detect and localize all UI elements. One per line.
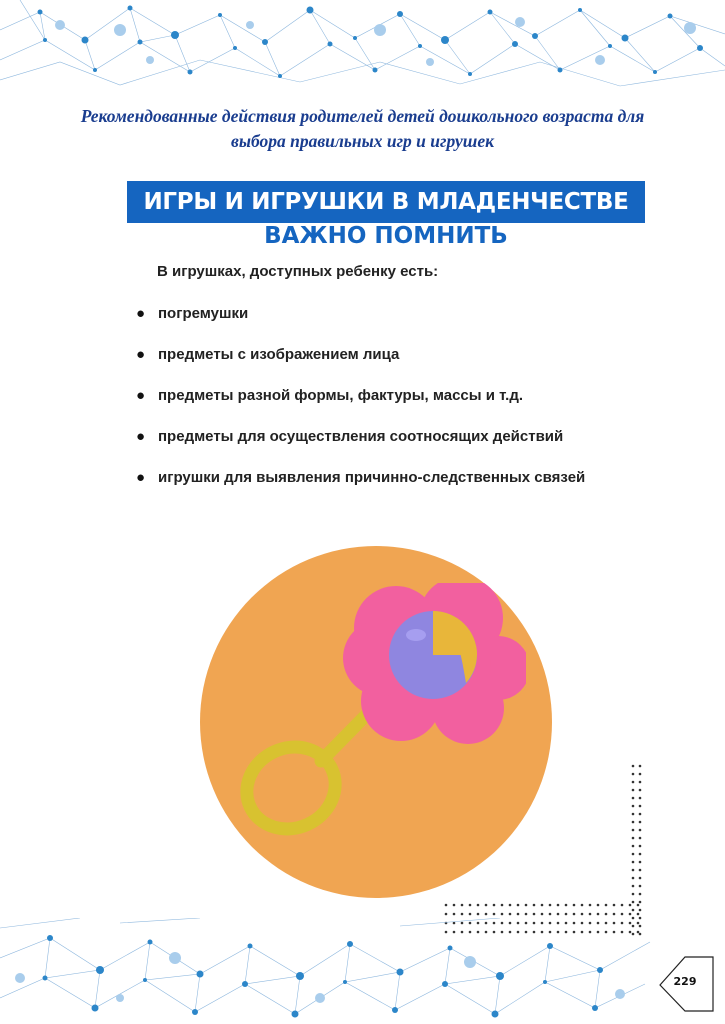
list-item-text: погремушки: [158, 305, 249, 322]
intro-text: В игрушках, доступных ребенку есть:: [157, 263, 439, 280]
bullet-icon: ●: [136, 387, 146, 404]
list-item: [136, 304, 585, 345]
list-item: [136, 468, 585, 509]
dot-grid-vertical: [630, 763, 644, 939]
list-item-text: предметы для осуществления соотносящих действий: [158, 428, 564, 445]
network-pattern-bottom: [0, 918, 725, 1024]
bullet-icon: ●: [136, 469, 146, 486]
banner-title: ИГРЫ И ИГРУШКИ В МЛАДЕНЧЕСТВЕ: [127, 181, 645, 223]
page-number-tab: [655, 955, 715, 1013]
document-subtitle: Рекомендованные действия родителей детей дошкольного возраста для выбора правильных игр и игрушек: [80, 106, 645, 151]
list-item-text: предметы разной формы, фактуры, массы и т.д.: [158, 387, 524, 404]
list-item-text: предметы с изображением лица: [158, 346, 400, 363]
list-item: [136, 345, 585, 386]
network-pattern-top: [0, 0, 725, 95]
list-item: [136, 386, 585, 427]
list-item-text: игрушки для выявления причинно-следственных связей: [158, 469, 586, 486]
toy-list: [136, 304, 585, 509]
bullet-icon: ●: [136, 428, 146, 445]
bullet-icon: ●: [136, 305, 146, 322]
dot-grid-horizontal: [443, 902, 643, 938]
bullet-icon: ●: [136, 346, 146, 363]
rattle-toy-icon: [236, 583, 526, 843]
list-item: [136, 427, 585, 468]
page-number: 229: [673, 975, 697, 988]
banner-subtitle: ВАЖНО ПОМНИТЬ: [264, 223, 508, 249]
